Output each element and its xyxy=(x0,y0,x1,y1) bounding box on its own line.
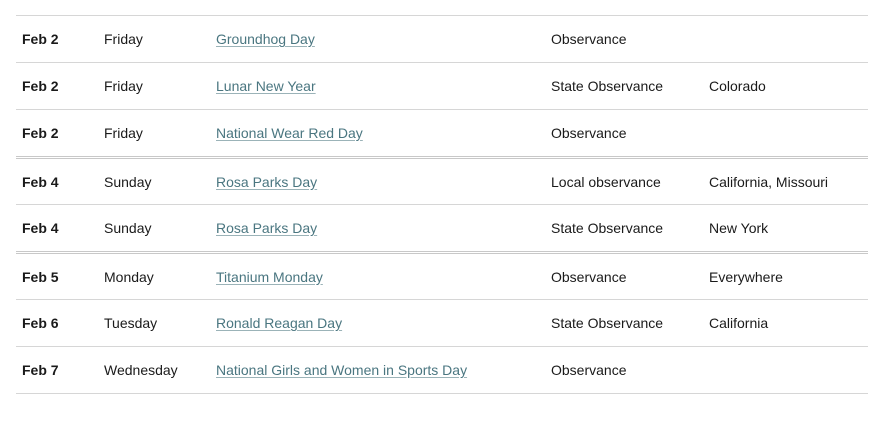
table-row xyxy=(16,300,868,347)
weekday-cell: Friday xyxy=(104,110,216,158)
holiday-link[interactable]: National Wear Red Day xyxy=(216,125,363,141)
holiday-name-cell xyxy=(216,110,551,158)
holiday-type-cell: Observance xyxy=(551,253,709,300)
holiday-table xyxy=(16,15,868,394)
holiday-name-cell xyxy=(216,300,551,347)
holiday-table-body xyxy=(16,16,868,394)
region-cell xyxy=(709,110,868,158)
date-cell: Feb 2 xyxy=(16,16,104,63)
holiday-name-cell xyxy=(216,205,551,253)
holiday-type-cell: Observance xyxy=(551,16,709,63)
holiday-type-cell: State Observance xyxy=(551,63,709,110)
region-cell: California xyxy=(709,300,868,347)
holiday-table-container xyxy=(16,15,868,394)
holiday-type-cell: Observance xyxy=(551,347,709,394)
region-cell: California, Missouri xyxy=(709,158,868,205)
date-cell: Feb 2 xyxy=(16,63,104,110)
weekday-cell: Friday xyxy=(104,63,216,110)
table-row xyxy=(16,205,868,253)
holiday-type-cell: Observance xyxy=(551,110,709,158)
weekday-cell: Friday xyxy=(104,16,216,63)
region-cell xyxy=(709,347,868,394)
region-cell xyxy=(709,16,868,63)
region-cell: New York xyxy=(709,205,868,253)
holiday-name-cell xyxy=(216,347,551,394)
table-row xyxy=(16,158,868,205)
date-cell: Feb 2 xyxy=(16,110,104,158)
holiday-link[interactable]: Titanium Monday xyxy=(216,268,323,285)
holiday-link[interactable]: Rosa Parks Day xyxy=(216,220,318,236)
holiday-type-cell: Local observance xyxy=(551,158,709,205)
table-row xyxy=(16,347,868,394)
date-cell: Feb 4 xyxy=(16,205,104,253)
holiday-link[interactable]: Ronald Reagan Day xyxy=(216,315,343,331)
holiday-type-cell: State Observance xyxy=(551,300,709,347)
date-cell: Feb 4 xyxy=(16,158,104,205)
weekday-cell: Sunday xyxy=(104,205,216,253)
holiday-link[interactable]: Rosa Parks Day xyxy=(216,173,318,190)
table-row xyxy=(16,253,868,300)
table-row xyxy=(16,110,868,158)
weekday-cell: Wednesday xyxy=(104,347,216,394)
holiday-name-cell xyxy=(216,16,551,63)
holiday-name-cell xyxy=(216,63,551,110)
holiday-name-cell xyxy=(216,253,551,300)
holiday-name-cell xyxy=(216,158,551,205)
date-cell: Feb 6 xyxy=(16,300,104,347)
table-row xyxy=(16,63,868,110)
table-row xyxy=(16,16,868,63)
holiday-link[interactable]: National Girls and Women in Sports Day xyxy=(216,362,468,378)
date-cell: Feb 5 xyxy=(16,253,104,300)
weekday-cell: Monday xyxy=(104,253,216,300)
region-cell: Colorado xyxy=(709,63,868,110)
holiday-link[interactable]: Groundhog Day xyxy=(216,31,315,47)
weekday-cell: Tuesday xyxy=(104,300,216,347)
date-cell: Feb 7 xyxy=(16,347,104,394)
holiday-link[interactable]: Lunar New Year xyxy=(216,78,316,94)
holiday-type-cell: State Observance xyxy=(551,205,709,253)
weekday-cell: Sunday xyxy=(104,158,216,205)
region-cell: Everywhere xyxy=(709,253,868,300)
